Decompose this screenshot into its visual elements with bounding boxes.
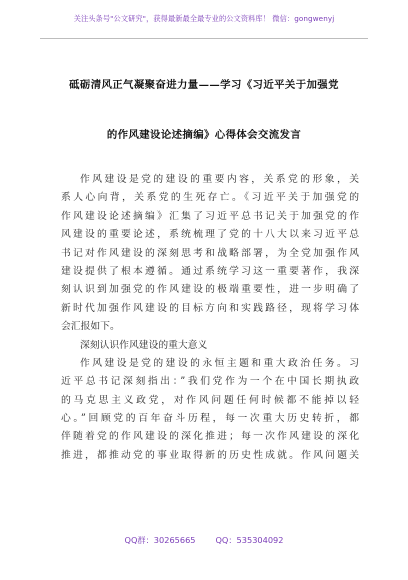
body-line: 建设提供了根本遵循。通过系统学习这一重要著作，我深 (61, 265, 359, 277)
body-line: 作风建设论述摘编》汇集了习近平总书记关于加强党的作 (61, 210, 359, 222)
document-title-line-1: 砥砺清风正气凝聚奋进力量——学习《习近平关于加强党 (69, 79, 339, 91)
body-line: 作风建设是党的建设的永恒主题和重大政治任务。习 (80, 357, 359, 369)
header-divider (40, 38, 368, 39)
qq-number: QQ：535304092 (215, 535, 284, 545)
body-line: 会汇报如下。 (61, 321, 120, 333)
body-line: 系人心向背，关系党的生死存亡。《习近平关于加强党的 (61, 192, 359, 204)
qq-group-number: QQ群：30265665 (124, 535, 196, 545)
page-footer (0, 535, 408, 546)
body-line: 作风建设是党的建设的重要内容，关系党的形象，关 (80, 174, 359, 185)
body-line: 伴随着党的作风建设的深化推进；每一次作风建设的深化 (61, 431, 359, 443)
body-line: 风建设的重要论述，系统梳理了党的十八大以来习近平总 (61, 229, 359, 241)
section-heading: 深刻认识作风建设的重大意义 (80, 339, 208, 351)
body-line: 推进，都推动党的事业取得新的历史性成就。作风问题关 (61, 449, 359, 461)
body-line: 新时代加强作风建设的目标方向和实践路径，现将学习体 (61, 302, 359, 314)
promo-header: 关注头条号"公文研究"，获得最新最全最专业的公文资料库！ 微信：gongwenyj (73, 14, 335, 23)
body-line: 书记对作风建设的深刻思考和战略部署，为全党加强作风 (61, 247, 359, 259)
document-title-line-2: 的作风建设论述摘编》心得体会交流发言 (106, 129, 302, 141)
body-line: 的马克思主义政党，对作风问题任何时候都不能掉以轻 (61, 394, 359, 406)
body-line: 刻认识到加强党的作风建设的极端重要性，进一步明确了 (61, 284, 359, 296)
body-line: 心。”回顾党的百年奋斗历程，每一次重大历史转折，都 (61, 413, 359, 425)
body-line: 近平总书记深刻指出：”我们党作为一个在中国长期执政 (61, 376, 359, 388)
document-body (61, 171, 359, 465)
